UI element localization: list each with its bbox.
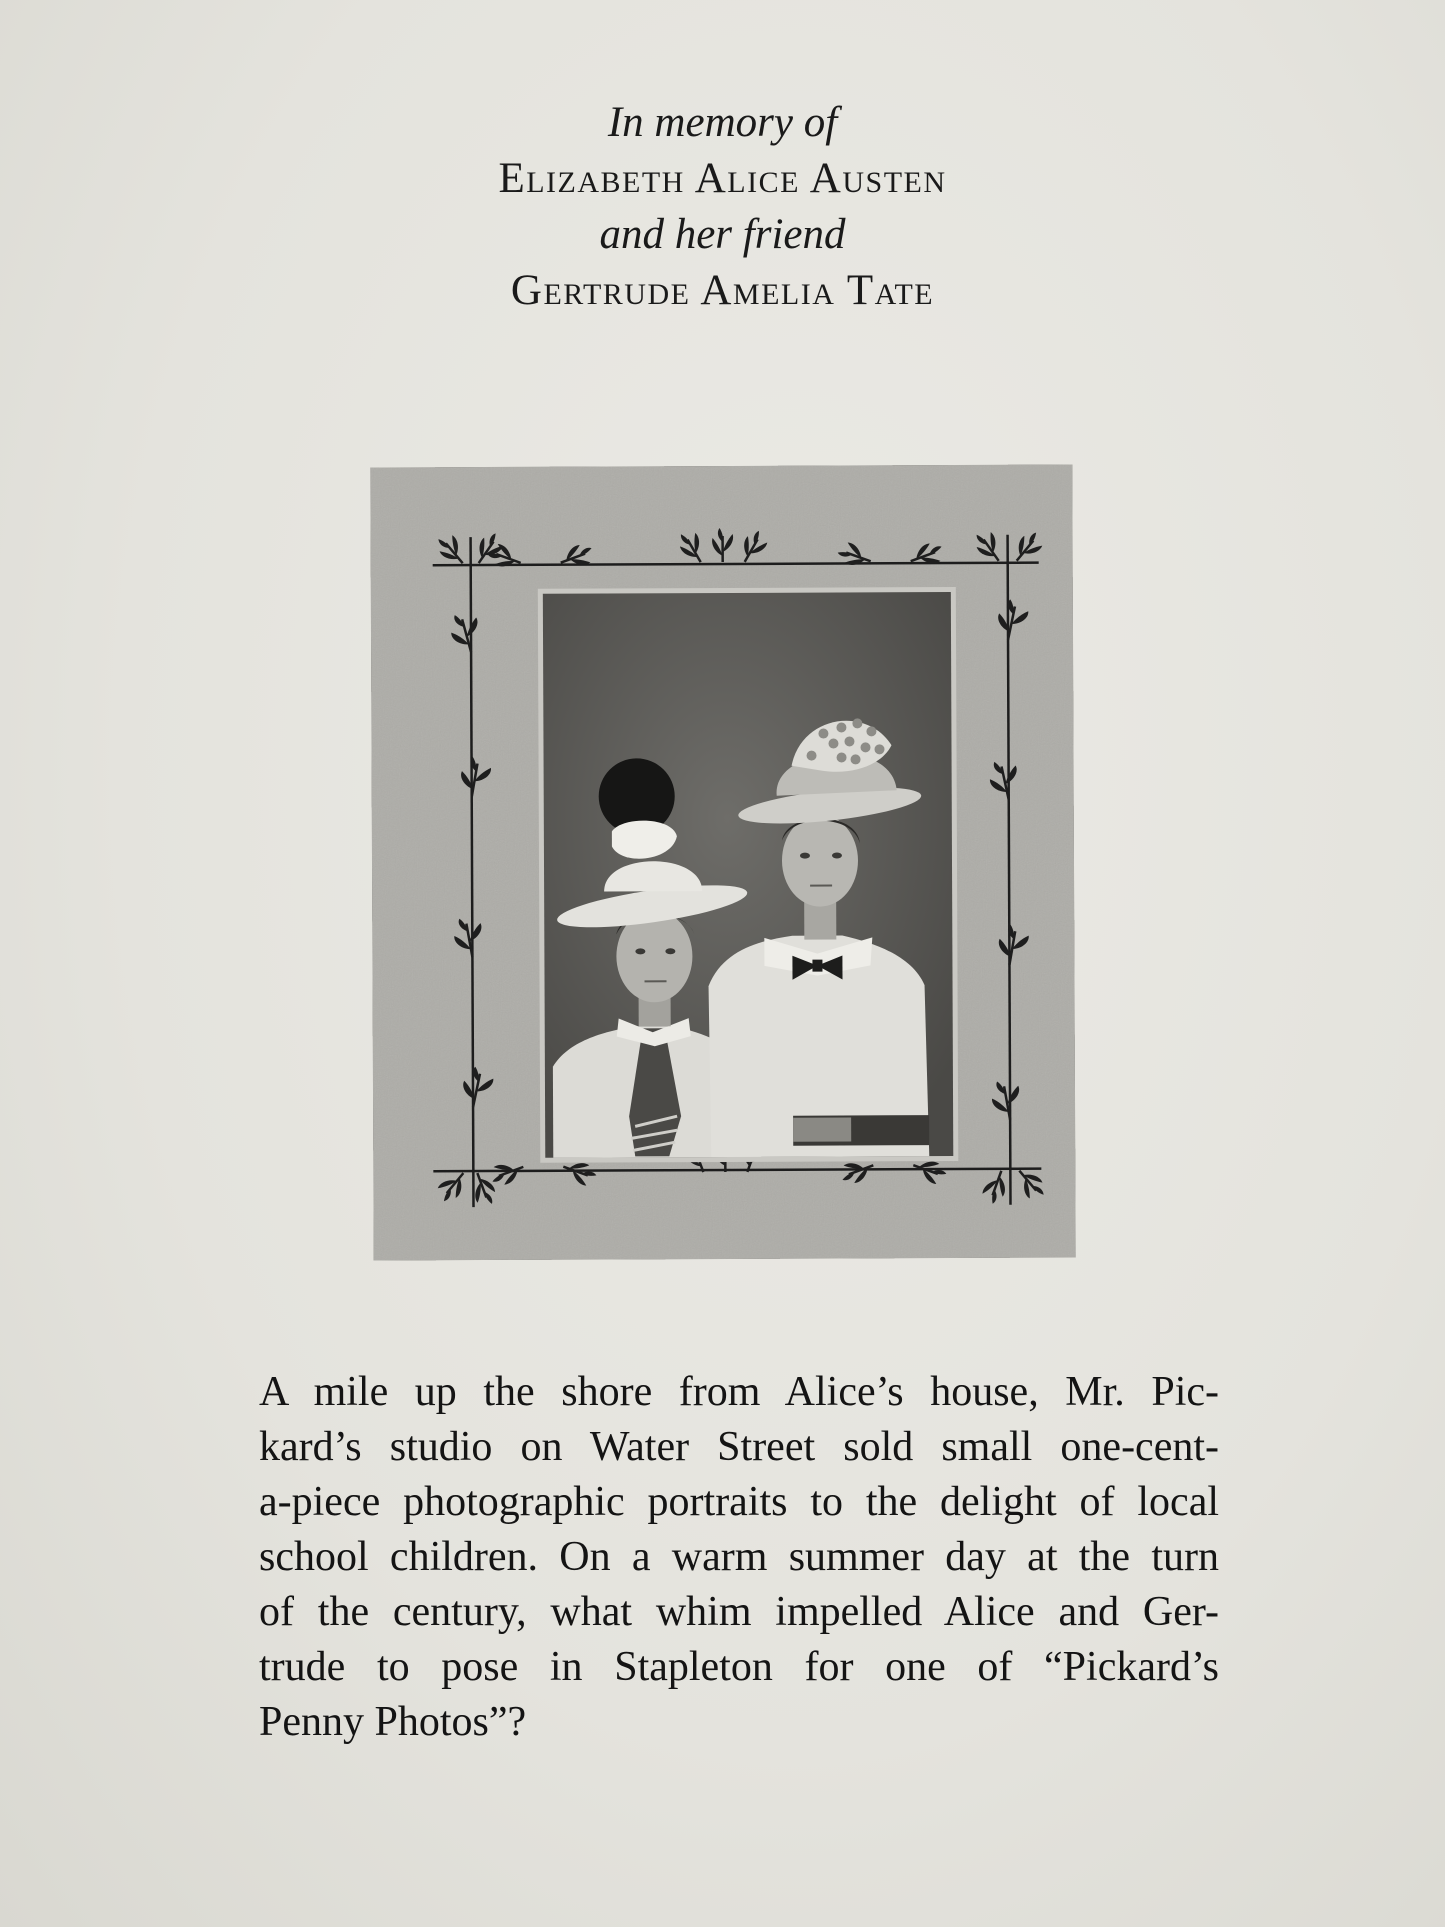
- dedication: [0, 95, 1445, 319]
- caption-paragraph: [259, 1365, 1219, 1750]
- dedication-line-in-memory: In memory of: [607, 99, 838, 146]
- dedication-name-gertrude: Gertrude Amelia Tate: [510, 267, 935, 314]
- caption-line: a-piece photographic portraits to the delight of local: [259, 1479, 1219, 1525]
- caption-line: kard’s studio on Water Street sold small one-cent-: [259, 1424, 1219, 1470]
- caption-line: trude to pose in Stapleton for one of “Pickard’s: [259, 1644, 1219, 1690]
- caption-line: Penny Photos”?: [259, 1699, 527, 1745]
- dedication-line-and-friend: and her friend: [599, 211, 846, 258]
- caption-line: of the century, what whim impelled Alice and Ger-: [259, 1589, 1219, 1635]
- portrait-photograph: [370, 464, 1075, 1260]
- dedication-name-elizabeth: Elizabeth Alice Austen: [498, 155, 947, 202]
- caption-line: A mile up the shore from Alice’s house, Mr. Pic-: [259, 1369, 1219, 1415]
- caption-line: school children. On a warm summer day at the turn: [259, 1534, 1219, 1580]
